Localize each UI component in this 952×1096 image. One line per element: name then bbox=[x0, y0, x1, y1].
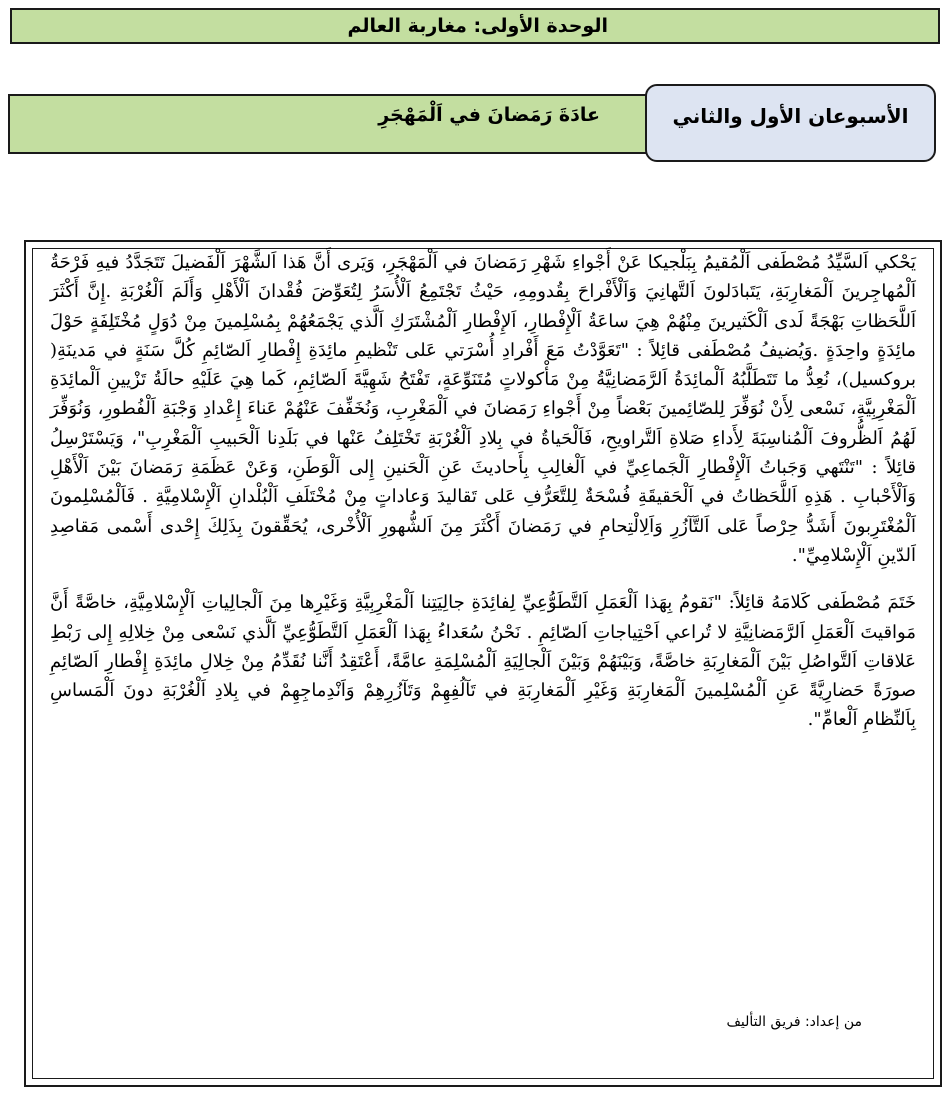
paragraph-1: يَحْكي اَلسَّيِّدُ مُصْطَفى اَلْمُقيمُ بِبَلْجيكا عَنْ أَجْواءِ شَهْرِ رَمَضانَ في اَلْمَهْجَرِ، وَيَرى أَنَّ هَذا اَلشَّهْرَ اَلْفَضيلَ تَتَجَدَّدُ فيهِ فَرْحَةُ اَلْمُهاجِرينَ اَلْمَغارِبَةِ، يَتَبادَلونَ اَلتَّهانِيَ وَاَلْأَفْراحَ بِقُدومِهِ، حَيْثُ تَجْتَمِعُ اَلْأُسَرُ لِتُعَوِّضَ فُقْدانَ اَلْأَهْلِ وَأَلَمَ اَلْغُرْبَةِ .إِنَّ أَكْثَرَ اَللَّحَظاتِ بَهْجَةً لَدى اَلْكَثيرينَ مِنْهُمْ هِيَ ساعَةُ اَلْإِفْطارِ، اَلإِفْطارِ اَلْمُشْتَرَكِ اَلَّذي يَجْمَعُهُمْ بِمُسْلِمينَ مِنْ دُوَلٍ مُخْتَلِفَةٍ حَوْلَ مائِدَةٍ واحِدَةٍ .وَيُضيفُ مُصْطَفى قائِلاً : "تَعَوَّدْتُ مَعَ أَفْرادِ أُسْرَتي عَلى تَنْظيمِ مائِدَةِ إِفْطارِ اَلصّائِمِ كُلَّ سَنَةٍ في مَدينَةِ( بروكسيل)، نُعِدُّ ما تَتَطَلَّبُهُ اَلْمائِدَةُ اَلرَّمَضانِيَّةُ مِنْ مَأْكولاتٍ مُتَنَوِّعَةٍ، تَفْتَحُ شَهِيَّةَ اَلصّائِمِ، كَما هِيَ عَلَيْهِ حالَةُ تَزْيينِ اَلْمائِدَةِ اَلْمَغْرِبِيَّةِ، نَسْعى لِأَنْ نُوَفِّرَ لِلصّائِمينَ بَعْضاً مِنْ أَجْواءِ رَمَضانَ في اَلْمَغْرِبِ، وَنُخَفِّفَ عَنْهُمْ عَناءَ إِعْدادِ وَجْبَةِ اَلْفُطورِ، وَنُوَفِّرَ لَهُمُ اَلظُّروفَ اَلْمُناسِبَةَ لِأَداءِ صَلاةِ اَلتَّراويحِ، فَاَلْحَياةُ في بِلادِ اَلْغُرْبَةِ تَخْتَلِفُ عَنْها في بَلَدِنا اَلْحَبيبِ اَلْمَغْرِبِ"، وَيَسْتَرْسِلُ قائِلاً : "تَنْتَهي وَجَباتُ اَلْإِفْطارِ اَلْجَماعِيِّ في اَلْغالِبِ بِأَحاديثَ عَنِ اَلْحَنينِ إِلى اَلْوَطَنِ، وَعَنْ عَظَمَةِ رَمَضانَ بَيْنَ اَلْأَهْلِ وَاَلْأَحْبابِ . هَذِهِ اَللَّحَظاتُ في اَلْحَقيقَةِ فُسْحَةٌ لِلتَّعَرُّفِ عَلى تَقاليدَ وَعاداتٍ مِنْ مُخْتَلَفِ اَلْبُلْدانِ اَلْإِسْلامِيَّةِ . فَاَلْمُسْلِمونَ اَلْمُغْتَرِبونَ أَشَدُّ حِرْصاً عَلى اَلتَّآزُرِ وَاَلِالْتِحامِ في رَمَضانَ أَكْثَرَ مِنَ اَلشُّهورِ اَلْأُخْرى، يُحَقِّقونَ بِذَلِكَ إِحْدى أَسْمى مَقاصِدِ اَلدّينِ اَلْإِسْلامِيِّ". bbox=[50, 252, 916, 566]
lesson-header-bar bbox=[8, 94, 650, 154]
unit-header-bar bbox=[10, 8, 940, 44]
reading-text-frame bbox=[24, 240, 942, 1087]
unit-title: الوحدة الأولى: مغاربة العالم bbox=[347, 15, 608, 37]
week-label-box bbox=[645, 84, 936, 162]
lesson-title: عادَةَ رَمَضانَ في اَلْمَهْجَرِ bbox=[378, 104, 600, 126]
week-label: الأسبوعان الأول والثاني bbox=[672, 104, 909, 128]
author-credit: من إعداد: فريق التأليف bbox=[726, 1014, 862, 1030]
paragraph-2: خَتَمَ مُصْطَفى كَلامَهُ قائِلاً: "نَقومُ بِهَذا اَلْعَمَلِ اَلتَّطَوُّعِيِّ لِفائِدَةِ جالِيَتِنا اَلْمَغْرِبِيَّةِ وَغَيْرِها مِنَ اَلْجالِياتِ اَلْإِسْلامِيَّةِ، خاصَّةً أَنَّ مَواقيتَ اَلْعَمَلِ اَلرَّمَضانِيَّةِ لا تُراعي اَحْتِياجاتِ اَلصّائِمِ . نَحْنُ سُعَداءُ بِهَذا اَلْعَمَلِ اَلتَّطَوُّعِيِّ اَلَّذي نَسْعى مِنْ خِلالِهِ إِلى رَبْطِ عَلاقاتِ اَلتَّواصُلِ بَيْنَ اَلْمَغارِبَةِ خاصَّةً، وَبَيْنَهُمْ وَبَيْنَ اَلْجالِيَةِ اَلْمُسْلِمَةِ عامَّةً، أَعْتَقِدُ أَنَّنا نُقَدِّمُ مِنْ خِلالِ مائِدَةِ إِفْطارِ اَلصّائِمِ صورَةً حَضارِيَّةً عَنِ اَلْمُسْلِمينَ اَلْمَغارِبَةِ وَغَيْرِ اَلْمَغارِبَةِ في تَآلُفِهِمْ وَتَآزُرِهِمْ وَاَنْدِماجِهِمْ في بِلادِ اَلْغُرْبَةِ دونَ اَلْمَساسِ بِاَلنِّظامِ اَلْعامِّ". bbox=[50, 592, 916, 731]
reading-text bbox=[50, 248, 916, 735]
